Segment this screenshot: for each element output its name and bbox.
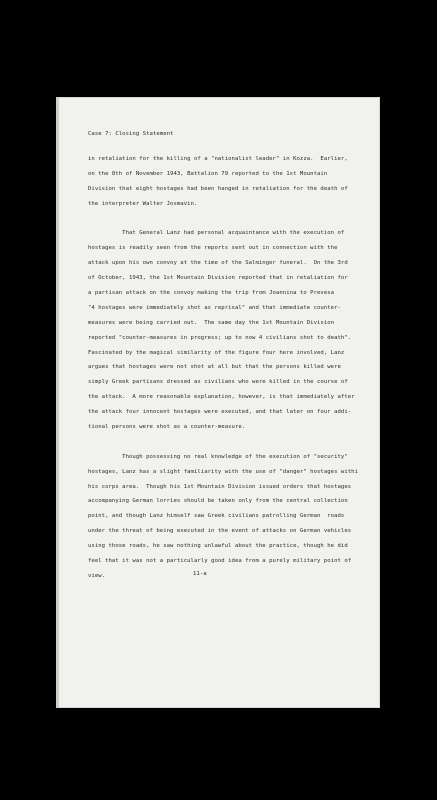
- text-line: That General Lanz had personal acquaintance with the execution of: [88, 230, 345, 237]
- text-line: the attack four innocent hostages were executed, and that later on four addi-: [88, 409, 352, 416]
- page-number: 11-a: [193, 571, 207, 577]
- text-line: view.: [88, 572, 106, 579]
- text-line: using those roads, he saw nothing unlawful about the practice, though he did: [88, 543, 348, 550]
- text-line: on the 8th of November 1943, Battalion 79 reported to the 1st Mountain: [88, 170, 328, 177]
- text-line: "4 hostages were immediately shot as reprisal" and that immediate counter-: [88, 304, 341, 311]
- text-line: under the threat of being executed in the event of attacks on German vehicles: [88, 528, 352, 535]
- text-line: point, and though Lanz himself saw Greek civilians patrolling German roads: [88, 513, 345, 520]
- text-line: the interpreter Walter Josmavin.: [88, 200, 198, 207]
- text-line: hostages, Lanz has a slight familiarity with the use of "danger" hostages withi: [88, 468, 358, 475]
- text-line: [88, 435, 368, 450]
- text-line: feel that it was not a particularly good idea from a purely military point of: [88, 558, 352, 565]
- text-line: hostages is readily seen from the reports sent out in connection with the: [88, 245, 338, 252]
- text-line: his corps area. Though his 1st Mountain Division issued orders that hostages: [88, 483, 352, 490]
- text-line: tional persons were shot as a counter-measure.: [88, 424, 246, 431]
- text-line: a partisan attack on the convoy making the trip from Joannina to Prevesa: [88, 290, 335, 297]
- document-body: [88, 152, 368, 584]
- text-line: argues that hostages were not shot at all but that the persons killed were: [88, 364, 341, 371]
- text-line: Division that eight hostages had been hanged in retaliation for the death of: [88, 185, 348, 192]
- document-page: [58, 97, 380, 708]
- text-line: the attack. A more reasonable explanation, however, is that immediately after: [88, 394, 355, 401]
- text-line: measures were being carried out. The same day the 1st Mountain Division: [88, 319, 335, 326]
- text-line: simply Greek partisans dressed as civilians who were killed in the course of: [88, 379, 348, 386]
- text-line: in retaliation for the killing of a "nationalist leader" in Kozza. Earlier,: [88, 156, 348, 162]
- text-line: accompanying German lorries should be taken only from the central collection: [88, 498, 348, 505]
- document-header: Case 7: Closing Statement: [88, 131, 174, 137]
- text-line: of October, 1943, the 1st Mountain Division reported that in retaliation for: [88, 275, 348, 282]
- text-line: Though possessing no real knowledge of the execution of "security": [88, 453, 348, 460]
- text-line: [88, 212, 368, 227]
- text-line: reported "counter-measures in progress; up to now 4 civilians shot to death".: [88, 334, 352, 341]
- text-line: attack upon his own convoy at the time of the Salminger funeral. On the 3rd: [88, 260, 348, 267]
- page-edge: [56, 97, 59, 708]
- text-line: Fascinated by the magical similarity of the figure four here involved, Lanz: [88, 349, 345, 356]
